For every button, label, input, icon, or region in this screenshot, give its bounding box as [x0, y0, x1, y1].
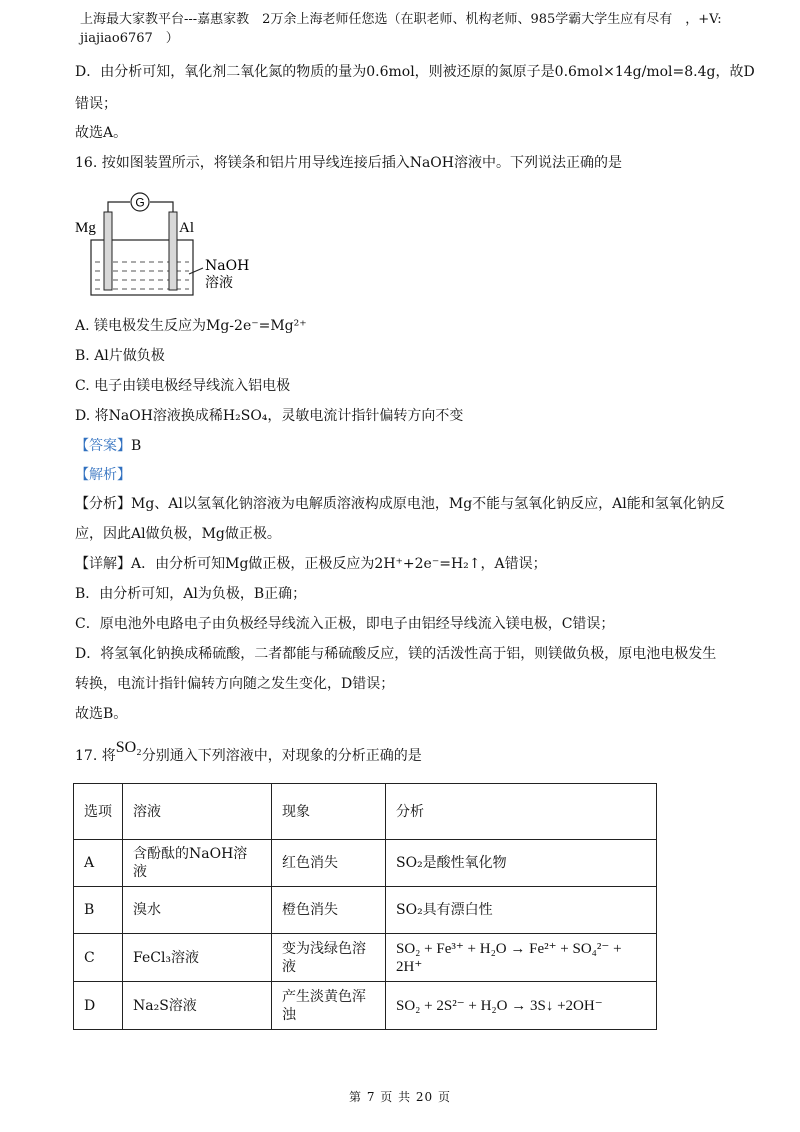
q16-option-d: D. 将NaOH溶液换成稀H₂SO₄，灵敏电流计指针偏转方向不变 [75, 408, 464, 424]
q15-option-d-line1: D．由分析可知，氧化剂二氧化氮的物质的量为0.6mol，则被还原的氮原子是0.6mol×14g/mol=8.4g，故D [75, 64, 755, 80]
solution-label-2: 溶液 [205, 275, 233, 291]
table-header-row [74, 784, 657, 840]
table-row: D Na₂S溶液 产生淡黄色浑浊 SO₂ + 2S²⁻ + H₂O → 3S↓ +2OH⁻ [74, 982, 657, 1030]
table-row: A 含酚酞的NaOH溶液 红色消失 SO₂是酸性氧化物 [74, 840, 657, 887]
header-line-1: 上海最大家教平台---嘉惠家教 2万余上海老师任您选（在职老师、机构老师、985学霸大学生应有尽有 ，+V: [80, 12, 722, 27]
fenxi-line2: 应，因此Al做负极，Mg做正极。 [75, 526, 281, 542]
fenxi-tag: 【分析】 [75, 496, 131, 512]
solution-label-1: NaOH [205, 258, 250, 274]
q16-option-c: C. 电子由镁电极经导线流入铝电极 [75, 378, 291, 394]
answer-value: B [131, 438, 142, 454]
mg-electrode [104, 212, 112, 290]
mg-label: Mg [75, 220, 96, 236]
page-header [80, 10, 730, 48]
header-cell: 现象 [272, 784, 386, 840]
q16-answer [75, 438, 141, 456]
q17-options-table [73, 783, 657, 1030]
q16-stem: 16. 按如图装置所示，将镁条和铝片用导线连接后插入NaOH溶液中。下列说法正确的是 [75, 155, 622, 171]
header-cell: 分析 [386, 784, 657, 840]
electrochemical-cell-diagram [75, 190, 275, 305]
xiangjie-b: B．由分析可知，Al为负极，B正确； [75, 586, 307, 602]
header-line-2: jiajiao6767 ） [80, 31, 179, 46]
analysis-tag: 【解析】 [75, 467, 131, 483]
q15-option-d-line2: 错误； [75, 96, 117, 112]
q16-option-b: B. Al片做负极 [75, 348, 165, 364]
galvanometer-label: G [135, 195, 145, 210]
q16-option-a: A. 镁电极发生反应为Mg-2e⁻=Mg²⁺ [75, 318, 307, 334]
q16-conclusion: 故选B。 [75, 706, 128, 722]
xiangjie-d-line2: 转换，电流计指针偏转方向随之发生变化，D错误； [75, 676, 395, 692]
al-electrode [169, 212, 177, 290]
al-label: Al [179, 220, 194, 236]
so2-formula: SO₂ [115, 739, 142, 756]
header-cell: 溶液 [123, 784, 272, 840]
q17-stem: 17. 将SO₂分别通入下列溶液中，对现象的分析正确的是 [75, 739, 422, 764]
page-footer: 第 7 页 共 20 页 [349, 1090, 451, 1104]
table-row: C FeCl₃溶液 变为浅绿色溶液 SO₂ + Fe³⁺ + H₂O → Fe²⁺ + SO₄²⁻ + 2H⁺ [74, 934, 657, 982]
fenxi-line1: 【分析】Mg、Al以氢氧化钠溶液为电解质溶液构成原电池，Mg不能与氢氧化钠反应，Al能和氢氧化钠反 [75, 496, 725, 512]
answer-tag: 【答案】 [75, 438, 131, 454]
header-cell: 选项 [74, 784, 123, 840]
xiangjie-a: 【详解】A．由分析可知Mg做正极，正极反应为2H⁺+2e⁻=H₂↑，A错误； [75, 556, 547, 572]
xiangjie-tag: 【详解】 [75, 556, 131, 572]
table-row: B 溴水 橙色消失 SO₂具有漂白性 [74, 887, 657, 934]
q15-conclusion: 故选A。 [75, 125, 128, 141]
xiangjie-c: C．原电池外电路电子由负极经导线流入正极，即电子由铝经导线流入镁电极，C错误； [75, 616, 615, 632]
xiangjie-d-line1: D．将氢氧化钠换成稀硫酸，二者都能与稀硫酸反应，镁的活泼性高于铝，则镁做负极，原电池电极发生 [75, 646, 717, 662]
